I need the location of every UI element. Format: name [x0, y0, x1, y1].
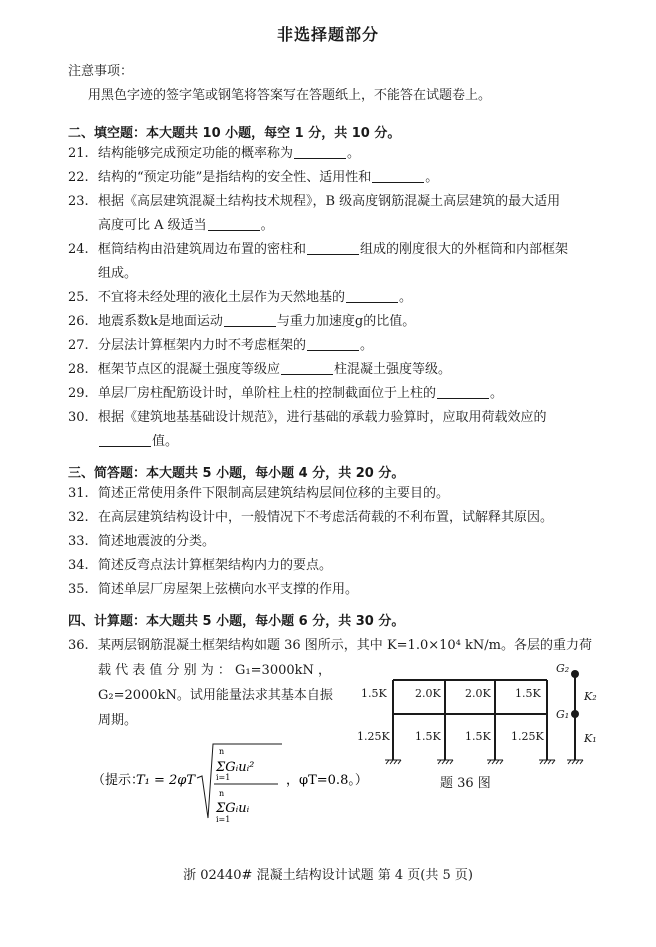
- question-text-end: 。: [399, 290, 413, 305]
- question-number: 32.: [68, 510, 89, 525]
- question-number: 36.: [68, 638, 89, 653]
- question-text-end: 。: [425, 170, 439, 185]
- stiffness-label: 2.0K: [415, 687, 441, 700]
- question-text: 根据《高层建筑混凝土结构技术规程》，B 级高度钢筋混凝土高层建筑的最大适用: [98, 194, 561, 209]
- question-text: 框筒结构由沿建筑周边布置的密柱和: [98, 242, 307, 257]
- question-28: [68, 358, 618, 382]
- question-number: 22.: [68, 170, 89, 185]
- notice-text: 用黑色字迹的签字笔或钢笔将答案写在答题纸上，不能答在试题卷上。: [88, 88, 492, 103]
- sum-top-num: n: [219, 747, 225, 756]
- question-number: 33.: [68, 534, 89, 549]
- section-short-heading: 三、简答题：本大题共 5 小题，每小题 4 分，共 20 分。: [68, 466, 405, 481]
- question-text: 地震系数k是地面运动: [98, 314, 223, 329]
- mass-label-g1: G₁: [556, 708, 570, 721]
- question-number: 34.: [68, 558, 89, 573]
- question-36-line: 载 代 表 值 分 别 为 ： G₁=3000kN ，: [98, 663, 332, 678]
- question-text: 不宜将未经处理的液化土层作为天然地基的: [98, 290, 346, 305]
- sum-top-den: n: [219, 789, 225, 798]
- question-number: 24.: [68, 242, 89, 257]
- answer-blank: [294, 144, 346, 159]
- question-35: [68, 578, 618, 602]
- question-number: 21.: [68, 146, 89, 161]
- question-text: 简述正常使用条件下限制高层建筑结构层间位移的主要目的。: [98, 486, 450, 501]
- question-34: [68, 554, 618, 578]
- stiffness-label: 1.5K: [515, 687, 541, 700]
- answer-blank: [224, 312, 276, 327]
- question-text: 结构能够完成预定功能的概率称为: [98, 146, 294, 161]
- question-number: 23.: [68, 194, 89, 209]
- question-text-end: 柱混凝土强度等级。: [334, 362, 452, 377]
- ground-supports: [385, 760, 583, 764]
- question-21: [68, 142, 618, 166]
- answer-blank: [437, 384, 489, 399]
- question-36-body: [98, 658, 358, 733]
- mass-g1: [571, 710, 579, 718]
- notice-heading: 注意事项：: [68, 64, 134, 79]
- stiffness-label: 1.25K: [511, 730, 544, 743]
- question-text-end: 。: [347, 146, 361, 161]
- stiffness-label: 1.5K: [415, 730, 441, 743]
- question-text: 结构的“预定功能”是指结构的安全性、适用性和: [98, 170, 372, 185]
- figure-caption: 题 36 图: [440, 776, 491, 791]
- question-text-cont: 高度可比 A 级适当: [98, 218, 207, 233]
- question-text-end: 值。: [152, 434, 179, 449]
- hint-prefix: （提示：: [92, 773, 145, 788]
- stiffness-label: 1.5K: [465, 730, 491, 743]
- answer-blank: [208, 216, 260, 231]
- answer-blank: [372, 168, 424, 183]
- question-32: [68, 506, 618, 530]
- question-text-mid: 组成的刚度很大的外框筒和内部框架: [360, 242, 569, 257]
- question-number: 35.: [68, 582, 89, 597]
- question-number: 31.: [68, 486, 89, 501]
- question-33: [68, 530, 618, 554]
- formula-graphic: [92, 740, 368, 830]
- answer-blank: [99, 432, 151, 447]
- answer-blank: [307, 336, 359, 351]
- question-24: [68, 238, 618, 286]
- question-text: 分层法计算框架内力时不考虑框架的: [98, 338, 307, 353]
- question-number: 29.: [68, 386, 89, 401]
- question-36-line: G₂=2000kN。试用能量法求其基本自振: [98, 688, 333, 703]
- question-31: [68, 482, 618, 506]
- question-text: 简述单层厂房屋架上弦横向水平支撑的作用。: [98, 582, 359, 597]
- question-number: 28.: [68, 362, 89, 377]
- hint-suffix: ，φT=0.8。）: [286, 773, 368, 788]
- question-23: [68, 190, 618, 238]
- question-text: 某两层钢筋混凝土框架结构如题 36 图所示，其中 K=1.0×10⁴ kN/m。各层的重力荷: [98, 638, 592, 653]
- question-text: 单层厂房柱配筋设计时，单阶柱上柱的控制截面位于上柱的: [98, 386, 437, 401]
- stiffness-label: 1.5K: [361, 687, 387, 700]
- mass-g2: [571, 670, 579, 678]
- answer-blank: [346, 288, 398, 303]
- question-text-end: 。: [490, 386, 504, 401]
- question-29: [68, 382, 618, 406]
- mass-label-g2: G₂: [556, 662, 570, 675]
- section-fill-heading: 二、填空题：本大题共 10 小题，每空 1 分，共 10 分。: [68, 126, 401, 141]
- numerator: ΣGᵢuᵢ²: [216, 760, 255, 775]
- question-number: 25.: [68, 290, 89, 305]
- question-27: [68, 334, 618, 358]
- spring-label-k2: K₂: [584, 690, 597, 703]
- question-number: 30.: [68, 410, 89, 425]
- question-text-end: 。: [260, 218, 274, 233]
- sum-bot-num: i=1: [216, 773, 231, 782]
- formula-hint: [92, 740, 368, 834]
- question-number: 27.: [68, 338, 89, 353]
- question-30: [68, 406, 618, 454]
- question-text-end: 。: [360, 338, 374, 353]
- question-26: [68, 310, 618, 334]
- section-calc-heading: 四、计算题：本大题共 5 小题，每小题 6 分，共 30 分。: [68, 614, 405, 629]
- page-footer: 浙 02440# 混凝土结构设计试题 第 4 页(共 5 页): [183, 868, 473, 883]
- denominator: ΣGᵢuᵢ: [216, 801, 250, 816]
- question-text: 根据《建筑地基基础设计规范》，进行基础的承载力验算时，应取用荷载效应的: [98, 410, 547, 425]
- spring-label-k1: K₁: [584, 732, 597, 745]
- question-text-end: 与重力加速度g的比值。: [276, 314, 416, 329]
- sum-bot-den: i=1: [216, 815, 231, 824]
- question-text: 框架节点区的混凝土强度等级应: [98, 362, 281, 377]
- question-text: 简述地震波的分类。: [98, 534, 216, 549]
- page-title: 非选择题部分: [276, 25, 379, 44]
- answer-blank: [281, 360, 333, 375]
- stiffness-label: 2.0K: [465, 687, 491, 700]
- question-text: 在高层建筑结构设计中，一般情况下不考虑活荷载的不利布置，试解释其原因。: [98, 510, 554, 525]
- question-number: 26.: [68, 314, 89, 329]
- hint-lhs: T₁ = 2φT: [136, 773, 196, 788]
- question-22: [68, 166, 618, 190]
- question-text-cont: 组成。: [98, 266, 138, 281]
- frame-figure: [355, 652, 615, 792]
- question-text: 简述反弯点法计算框架结构内力的要点。: [98, 558, 333, 573]
- question-36-line: 周期。: [98, 713, 138, 728]
- question-25: [68, 286, 618, 310]
- stiffness-label: 1.25K: [357, 730, 390, 743]
- answer-blank: [307, 240, 359, 255]
